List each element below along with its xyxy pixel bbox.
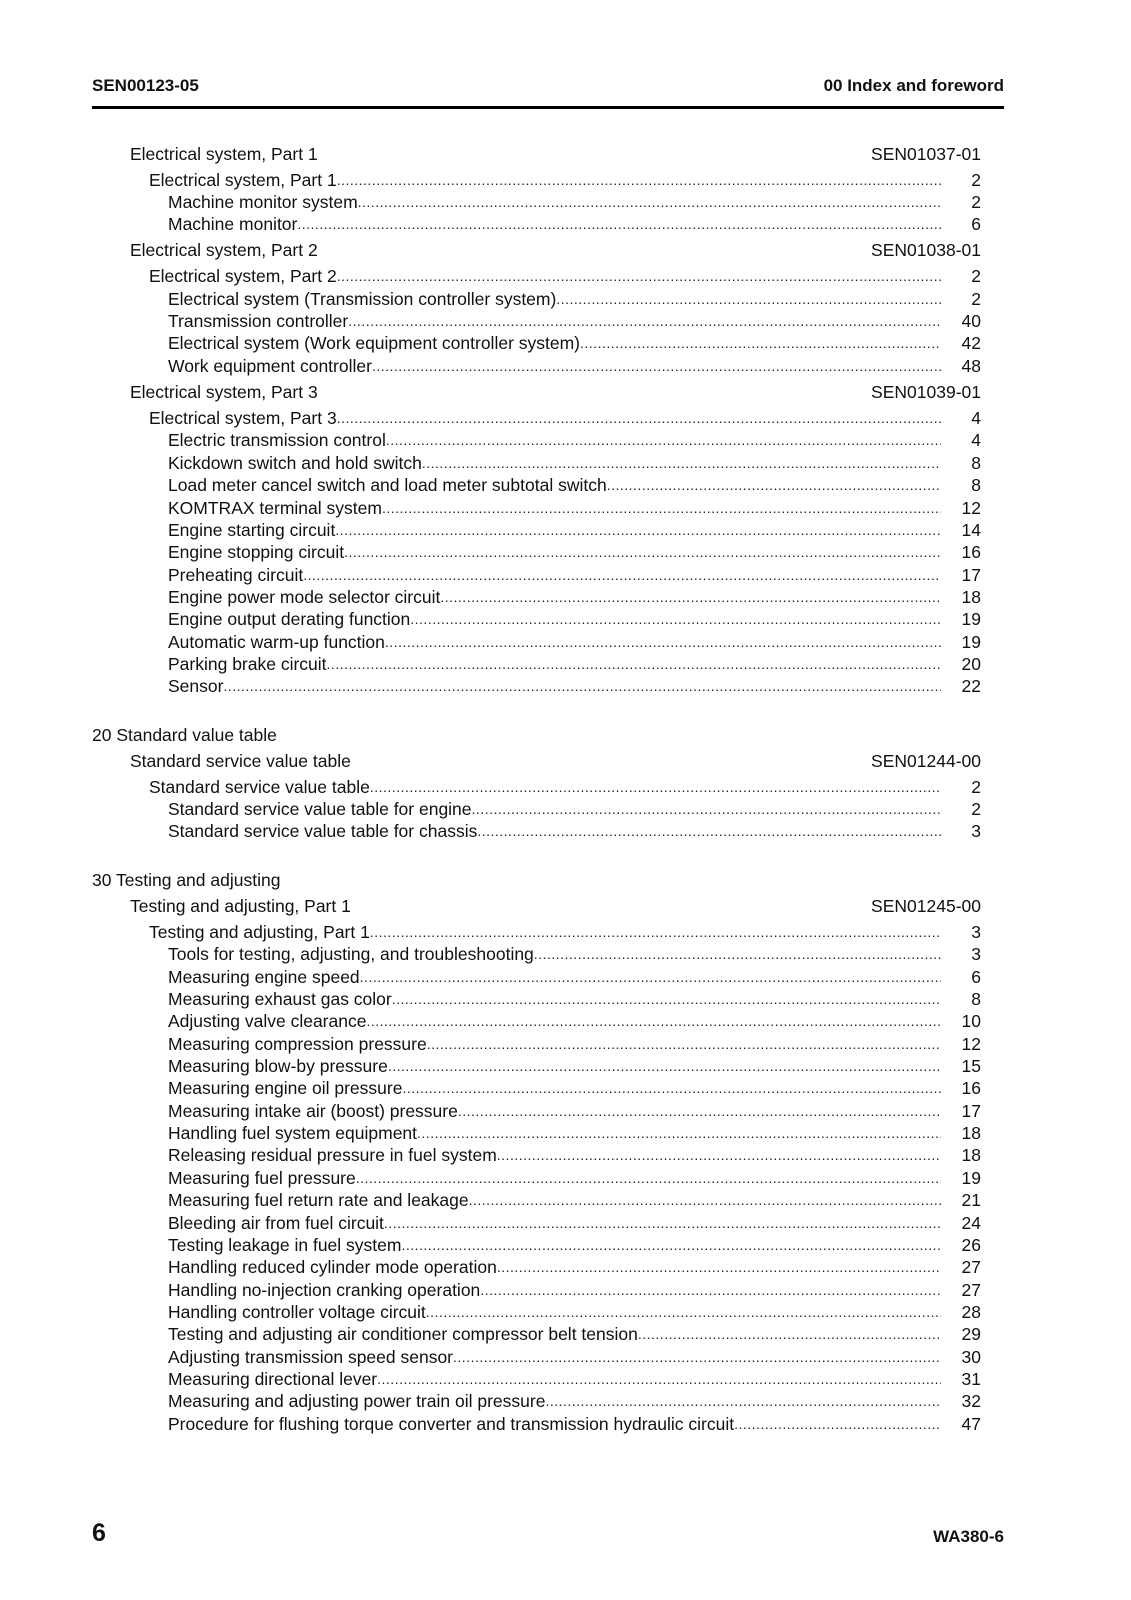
dot-leader xyxy=(402,1077,941,1099)
entry-title: Standard service value table for engine xyxy=(168,799,472,819)
dot-leader xyxy=(422,452,941,474)
entry-page: 19 xyxy=(961,609,981,629)
entry-title: Adjusting transmission speed sensor xyxy=(168,1347,454,1367)
entry-page: 18 xyxy=(961,587,981,607)
header-divider xyxy=(92,106,1004,109)
entry-page: 28 xyxy=(961,1302,981,1322)
dot-leader xyxy=(344,541,941,563)
entry-title: Load meter cancel switch and load meter subtotal switch xyxy=(168,475,607,495)
entry-title: Machine monitor xyxy=(168,214,298,234)
entry-page: 19 xyxy=(961,632,981,652)
toc-entry[interactable] xyxy=(168,1368,981,1390)
entry-page: 8 xyxy=(971,453,981,473)
entry-title: Electrical system (Work equipment controller system) xyxy=(168,333,581,353)
dot-leader xyxy=(223,675,941,697)
entry-page: 10 xyxy=(961,1011,981,1031)
entry-title: Adjusting valve clearance xyxy=(168,1011,367,1031)
entry-page: 40 xyxy=(961,311,981,331)
entry-title: Testing leakage in fuel system xyxy=(168,1235,402,1255)
dot-leader xyxy=(497,1256,941,1278)
dot-leader xyxy=(337,169,941,191)
entry-title: Measuring compression pressure xyxy=(168,1034,427,1054)
entry-page: 3 xyxy=(971,922,981,942)
group-title: Electrical system, Part 1 xyxy=(130,144,318,164)
dot-leader xyxy=(377,1368,941,1390)
toc-entry[interactable] xyxy=(168,1055,981,1077)
dot-leader xyxy=(356,1167,941,1189)
dot-leader xyxy=(385,631,941,653)
entry-page: 47 xyxy=(961,1414,981,1434)
toc-entry[interactable] xyxy=(168,966,981,988)
entry-page: 24 xyxy=(961,1213,981,1233)
entry-title: Transmission controller xyxy=(168,311,349,331)
entry-page: 31 xyxy=(961,1369,981,1389)
toc-entry[interactable] xyxy=(168,474,981,496)
entry-title: Measuring and adjusting power train oil pressure xyxy=(168,1391,546,1411)
toc-entry[interactable] xyxy=(168,1390,981,1412)
group-title: Electrical system, Part 3 xyxy=(130,382,318,402)
toc-entry[interactable] xyxy=(168,310,981,332)
entry-page: 16 xyxy=(961,1078,981,1098)
toc-entry[interactable] xyxy=(168,1122,981,1144)
entry-title: Testing and adjusting, Part 1 xyxy=(149,922,370,942)
dot-leader xyxy=(370,776,941,798)
entry-page: 4 xyxy=(971,408,981,428)
dot-leader xyxy=(477,820,941,842)
dot-leader xyxy=(297,213,941,235)
entry-title: Electrical system, Part 2 xyxy=(149,266,337,286)
entry-title: Handling reduced cylinder mode operation xyxy=(168,1257,497,1277)
toc-entry[interactable] xyxy=(168,1077,981,1099)
entry-title: Handling controller voltage circuit xyxy=(168,1302,426,1322)
toc-group-heading[interactable] xyxy=(130,143,981,165)
toc-entry[interactable] xyxy=(168,288,981,310)
entry-page: 2 xyxy=(971,266,981,286)
entry-title: Handling fuel system equipment xyxy=(168,1123,418,1143)
dot-leader xyxy=(417,1122,941,1144)
group-code: SEN01038-01 xyxy=(871,240,981,260)
entry-title: Sensor xyxy=(168,676,224,696)
toc-entry[interactable] xyxy=(168,452,981,474)
entry-title: Electrical system, Part 1 xyxy=(149,170,337,190)
dot-leader xyxy=(303,564,941,586)
entry-page: 8 xyxy=(971,475,981,495)
dot-leader xyxy=(366,1010,941,1032)
entry-title: Engine power mode selector circuit xyxy=(168,587,441,607)
toc-entry[interactable] xyxy=(168,1033,981,1055)
toc-entry[interactable] xyxy=(168,798,981,820)
entry-title: Electrical system (Transmission controller system) xyxy=(168,289,557,309)
group-code: SEN01245-00 xyxy=(871,896,981,916)
entry-page: 6 xyxy=(971,967,981,987)
dot-leader xyxy=(734,1413,941,1435)
dot-leader xyxy=(607,474,941,496)
toc-entry[interactable] xyxy=(168,988,981,1010)
dot-leader xyxy=(440,586,941,608)
dot-leader xyxy=(453,1346,941,1368)
dot-leader xyxy=(386,429,941,451)
dot-leader xyxy=(358,191,941,213)
entry-title: Measuring intake air (boost) pressure xyxy=(168,1101,458,1121)
entry-title: Parking brake circuit xyxy=(168,654,327,674)
dot-leader xyxy=(392,988,941,1010)
dot-leader xyxy=(638,1323,941,1345)
entry-page: 12 xyxy=(961,498,981,518)
entry-page: 19 xyxy=(961,1168,981,1188)
entry-page: 17 xyxy=(961,1101,981,1121)
entry-page: 3 xyxy=(971,821,981,841)
entry-title: Electric transmission control xyxy=(168,430,386,450)
toc-entry[interactable] xyxy=(168,1301,981,1323)
toc-entry[interactable] xyxy=(168,213,981,235)
entry-title: Releasing residual pressure in fuel system xyxy=(168,1145,497,1165)
toc-entry[interactable] xyxy=(149,265,981,287)
dot-leader xyxy=(388,1055,941,1077)
dot-leader xyxy=(370,921,941,943)
entry-title: Automatic warm-up function xyxy=(168,632,385,652)
entry-page: 18 xyxy=(961,1123,981,1143)
toc-section-heading[interactable]: 20 Standard value table xyxy=(92,725,277,745)
toc-entry[interactable] xyxy=(168,1323,981,1345)
entry-page: 6 xyxy=(971,214,981,234)
toc-entry[interactable] xyxy=(168,1279,981,1301)
entry-page: 2 xyxy=(971,777,981,797)
dot-leader xyxy=(480,1279,941,1301)
entry-page: 16 xyxy=(961,542,981,562)
toc-entry[interactable] xyxy=(168,653,981,675)
toc-entry[interactable] xyxy=(168,608,981,630)
toc-entry[interactable] xyxy=(168,1413,981,1435)
entry-title: Engine output derating function xyxy=(168,609,411,629)
dot-leader xyxy=(469,1189,941,1211)
entry-title: Engine stopping circuit xyxy=(168,542,345,562)
toc-entry[interactable] xyxy=(168,497,981,519)
entry-title: Machine monitor system xyxy=(168,192,358,212)
entry-title: Measuring engine oil pressure xyxy=(168,1078,403,1098)
entry-title: Measuring exhaust gas color xyxy=(168,989,392,1009)
dot-leader xyxy=(384,1212,941,1234)
entry-title: Standard service value table for chassis xyxy=(168,821,478,841)
dot-leader xyxy=(556,288,941,310)
entry-title: Kickdown switch and hold switch xyxy=(168,453,422,473)
entry-page: 14 xyxy=(961,520,981,540)
toc-entry[interactable] xyxy=(168,586,981,608)
entry-title: Bleeding air from fuel circuit xyxy=(168,1213,384,1233)
entry-page: 22 xyxy=(961,676,981,696)
dot-leader xyxy=(497,1144,941,1166)
toc-entry[interactable] xyxy=(168,541,981,563)
entry-title: Electrical system, Part 3 xyxy=(149,408,337,428)
dot-leader xyxy=(401,1234,941,1256)
model-code: WA380-6 xyxy=(933,1527,1004,1546)
entry-title: KOMTRAX terminal system xyxy=(168,498,382,518)
dot-leader xyxy=(337,265,941,287)
toc-entry[interactable] xyxy=(168,355,981,377)
toc-entry[interactable] xyxy=(149,169,981,191)
entry-page: 27 xyxy=(961,1280,981,1300)
entry-page: 2 xyxy=(971,799,981,819)
group-code: SEN01244-00 xyxy=(871,751,981,771)
entry-title: Measuring blow-by pressure xyxy=(168,1056,388,1076)
toc-entry[interactable] xyxy=(168,1212,981,1234)
dot-leader xyxy=(427,1033,941,1055)
entry-title: Measuring directional lever xyxy=(168,1369,378,1389)
toc-entry[interactable] xyxy=(149,921,981,943)
toc-entry[interactable] xyxy=(168,1346,981,1368)
dot-leader xyxy=(580,332,941,354)
group-code: SEN01037-01 xyxy=(871,144,981,164)
entry-page: 18 xyxy=(961,1145,981,1165)
dot-leader xyxy=(360,966,941,988)
toc-entry[interactable] xyxy=(168,1144,981,1166)
toc-group-heading[interactable] xyxy=(130,239,981,261)
toc-group-heading[interactable] xyxy=(130,381,981,403)
toc-entry[interactable] xyxy=(168,332,981,354)
entry-page: 17 xyxy=(961,565,981,585)
entry-page: 27 xyxy=(961,1257,981,1277)
entry-page: 2 xyxy=(971,170,981,190)
toc-group-heading[interactable] xyxy=(130,750,981,772)
entry-page: 21 xyxy=(961,1190,981,1210)
page-number: 6 xyxy=(92,1519,106,1547)
toc-group-heading[interactable] xyxy=(130,895,981,917)
entry-page: 2 xyxy=(971,289,981,309)
group-title: Standard service value table xyxy=(130,751,351,771)
entry-page: 15 xyxy=(961,1056,981,1076)
toc-entry[interactable] xyxy=(168,1234,981,1256)
toc-entry[interactable] xyxy=(149,407,981,429)
dot-leader xyxy=(337,407,941,429)
toc-entry[interactable] xyxy=(168,820,981,842)
group-title: Testing and adjusting, Part 1 xyxy=(130,896,351,916)
dot-leader xyxy=(410,608,941,630)
group-title: Electrical system, Part 2 xyxy=(130,240,318,260)
entry-title: Standard service value table xyxy=(149,777,370,797)
entry-page: 29 xyxy=(961,1324,981,1344)
entry-page: 4 xyxy=(971,430,981,450)
entry-page: 3 xyxy=(971,944,981,964)
dot-leader xyxy=(472,798,941,820)
entry-page: 26 xyxy=(961,1235,981,1255)
entry-title: Procedure for flushing torque converter and transmission hydraulic circuit xyxy=(168,1414,735,1434)
toc-entry[interactable] xyxy=(168,1189,981,1211)
dot-leader xyxy=(382,497,941,519)
entry-title: Measuring fuel pressure xyxy=(168,1168,356,1188)
entry-page: 30 xyxy=(961,1347,981,1367)
entry-title: Work equipment controller xyxy=(168,356,372,376)
toc-entry[interactable] xyxy=(168,429,981,451)
dot-leader xyxy=(426,1301,941,1323)
entry-title: Handling no-injection cranking operation xyxy=(168,1280,481,1300)
entry-title: Measuring fuel return rate and leakage xyxy=(168,1190,469,1210)
document-code: SEN00123-05 xyxy=(92,76,199,95)
dot-leader xyxy=(335,519,941,541)
toc-entry[interactable] xyxy=(168,1010,981,1032)
toc-entry[interactable] xyxy=(168,1167,981,1189)
toc-entry[interactable] xyxy=(149,776,981,798)
entry-title: Preheating circuit xyxy=(168,565,304,585)
dot-leader xyxy=(458,1100,941,1122)
entry-page: 12 xyxy=(961,1034,981,1054)
entry-page: 20 xyxy=(961,654,981,674)
toc-section-heading[interactable]: 30 Testing and adjusting xyxy=(92,870,281,890)
toc-entry[interactable] xyxy=(168,675,981,697)
toc-entry[interactable] xyxy=(168,191,981,213)
entry-title: Tools for testing, adjusting, and troubleshooting xyxy=(168,944,534,964)
entry-page: 32 xyxy=(961,1391,981,1411)
entry-page: 42 xyxy=(961,333,981,353)
entry-page: 2 xyxy=(971,192,981,212)
dot-leader xyxy=(327,653,941,675)
entry-title: Testing and adjusting air conditioner compressor belt tension xyxy=(168,1324,638,1344)
toc-entry[interactable] xyxy=(168,1256,981,1278)
dot-leader xyxy=(348,310,941,332)
entry-page: 8 xyxy=(971,989,981,1009)
toc-entry[interactable] xyxy=(168,519,981,541)
entry-title: Measuring engine speed xyxy=(168,967,360,987)
page-header xyxy=(92,76,1004,102)
toc-entry[interactable] xyxy=(168,631,981,653)
section-title: 00 Index and foreword xyxy=(823,76,1004,95)
toc-entry[interactable] xyxy=(168,564,981,586)
dot-leader xyxy=(545,1390,941,1412)
dot-leader xyxy=(372,355,941,377)
toc-entry[interactable] xyxy=(168,1100,981,1122)
dot-leader xyxy=(534,943,941,965)
entry-page: 48 xyxy=(961,356,981,376)
toc-entry[interactable] xyxy=(168,943,981,965)
group-code: SEN01039-01 xyxy=(871,382,981,402)
entry-title: Engine starting circuit xyxy=(168,520,336,540)
